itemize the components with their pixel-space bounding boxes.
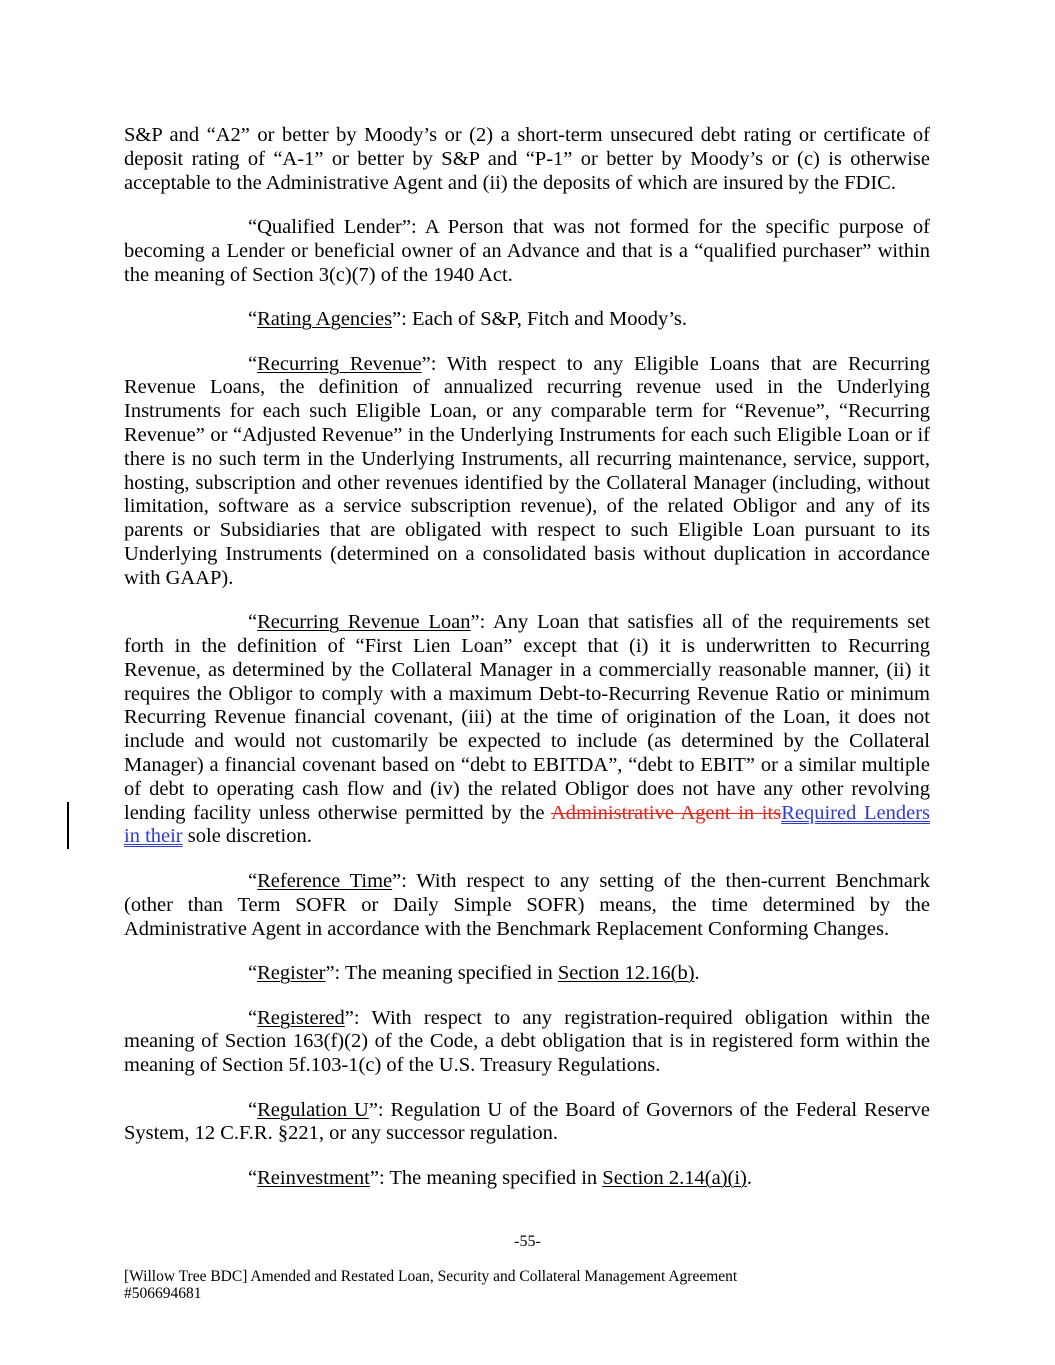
line-text: parents or Subsidiaries that are obligated with respect to such Eligible Loan pursuant to its (124, 519, 930, 542)
defined-term: Regulation U (257, 1098, 369, 1121)
definition-recurring-revenue (124, 353, 930, 591)
line-text: there is no such term in the Underlying Instruments, all recurring maintenance, service, support, (124, 447, 930, 470)
definition-qualified-lender (124, 216, 930, 287)
open-quote: “ (248, 1006, 258, 1029)
text-line (124, 825, 930, 849)
line-text: requires the Obligor to comply with a maximum Debt-to-Recurring Revenue Ratio or minimum (124, 682, 930, 705)
open-quote: “ (248, 308, 258, 331)
section-reference: Section 12.16(b) (557, 962, 695, 985)
line-text: lending facility unless otherwise permitted by the (124, 801, 551, 824)
line-text: the meaning of Section 3(c)(7) of the 1940 Act. (124, 263, 513, 286)
section-reference: Section 2.14(a)(i) (602, 1166, 747, 1189)
text-line (124, 894, 930, 918)
line-text: limitation, software as a service subscription revenue), of the related Obligor and any of its (124, 495, 930, 518)
open-quote: “ (248, 216, 258, 239)
line-text: becoming a Lender or beneficial owner of an Advance and that is a “qualified purchaser” within (124, 239, 930, 262)
deleted-text: Administrative Agent in its (550, 801, 782, 824)
footer-doc-id: #506694681 (124, 1285, 202, 1302)
text-line (124, 424, 930, 448)
text-line (124, 400, 930, 424)
line-text: ”: Any Loan that satisfies all of the requirements set (470, 611, 930, 634)
defined-term: Registered (257, 1006, 345, 1029)
text-line (124, 635, 930, 659)
open-quote: “ (248, 611, 258, 634)
open-quote: “ (248, 1098, 258, 1121)
definition-rating-agencies (124, 308, 930, 332)
open-quote: “ (248, 352, 258, 375)
text-line (124, 1030, 930, 1054)
line-text: (other than Term SOFR or Daily Simple SOFR) means, the time determined by the (124, 893, 930, 916)
text-line (124, 918, 930, 942)
text-line (124, 778, 930, 802)
line-text: Revenue” or “Adjusted Revenue” in the Underlying Instruments for each such Eligible Loan or if (124, 424, 930, 447)
defined-term: Recurring Revenue (257, 352, 422, 375)
text-line (124, 543, 930, 567)
text-line (124, 802, 930, 826)
text-line (124, 1007, 930, 1031)
text-line (124, 124, 930, 148)
text-line (124, 172, 930, 196)
definition-registered (124, 1007, 930, 1078)
defined-term: Reference Time (257, 869, 393, 892)
page-footer (124, 1268, 737, 1302)
line-text: meaning of Section 5f.103-1(c) of the U.S. Treasury Regulations. (124, 1054, 661, 1077)
open-quote: “ (248, 869, 258, 892)
paragraph-continuation (124, 124, 930, 195)
line-text: S&P and “A2” or better by Moody’s or (2) a short-term unsecured debt rating or certificate of (124, 124, 930, 146)
line-text: Administrative Agent in accordance with the Benchmark Replacement Conforming Changes. (124, 917, 890, 940)
line-text: . (694, 962, 700, 985)
line-text: ”: Regulation U of the Board of Governors of the Federal Reserve (368, 1098, 930, 1121)
defined-term: Recurring Revenue Loan (257, 611, 471, 634)
text-line (124, 1122, 930, 1146)
inserted-text: Required Lenders (781, 801, 931, 824)
change-bar (67, 802, 69, 826)
document-body (124, 124, 930, 1211)
defined-term: Reinvestment (257, 1166, 370, 1189)
defined-term: Qualified Lender (257, 216, 402, 239)
footer-title: [Willow Tree BDC] Amended and Restated Loan, Security and Collateral Management Agreement (124, 1268, 738, 1285)
line-text: deposit rating of “A-1” or better by S&P and “P-1” or better by Moody’s or (c) is otherwise (124, 147, 930, 170)
line-text: include and would not customarily be expected to include (as determined by the Collateral (124, 730, 930, 753)
text-line (124, 1167, 930, 1191)
inserted-text: in their (124, 825, 183, 848)
line-text: System, 12 C.F.R. §221, or any successor regulation. (124, 1122, 558, 1145)
line-text: ”: With respect to any Eligible Loans that are Recurring (421, 352, 931, 375)
line-text: Manager) a financial covenant based on “debt to EBITDA”, “debt to EBIT” or a similar multiple (124, 754, 930, 777)
text-line (124, 706, 930, 730)
text-line (124, 495, 930, 519)
text-line (124, 730, 930, 754)
line-text: meaning of Section 163(f)(2) of the Code, a debt obligation that is in registered form within the (124, 1030, 930, 1053)
page-number: -55- (514, 1233, 541, 1250)
line-text: ”: Each of S&P, Fitch and Moody’s. (392, 308, 688, 331)
text-line (124, 754, 930, 778)
line-text: ”: With respect to any setting of the then-current Benchmark (392, 869, 930, 892)
text-line (124, 1054, 930, 1078)
text-line (124, 1099, 930, 1123)
text-line (124, 148, 930, 172)
change-bar (67, 825, 69, 849)
line-text: Revenue Loans, the definition of annualized recurring revenue used in the Underlying (124, 376, 930, 399)
definition-recurring-revenue-loan (124, 611, 930, 849)
definition-reinvestment (124, 1167, 930, 1191)
line-text: ”: A Person that was not formed for the specific purpose of (401, 216, 930, 239)
line-text: ”: The meaning specified in (369, 1166, 603, 1189)
definition-register (124, 962, 930, 986)
line-text: of debt to operating cash flow and (iv) the related Obligor does not have any other revolving (124, 777, 930, 800)
line-text: Revenue, as determined by the Collateral Manager in a commercially reasonable manner, (ii) it (124, 658, 930, 681)
line-text: . (746, 1166, 753, 1189)
text-line (124, 308, 930, 332)
open-quote: “ (248, 1166, 258, 1189)
definition-reference-time (124, 870, 930, 941)
defined-term: Register (257, 962, 326, 985)
line-text: sole discretion. (182, 825, 312, 848)
text-line (124, 448, 930, 472)
text-line (124, 472, 930, 496)
text-line (124, 659, 930, 683)
text-line (124, 611, 930, 635)
text-line (124, 962, 930, 986)
line-text: forth in the definition of “First Lien Loan” except that (i) it is underwritten to Recurring (124, 635, 930, 658)
line-text: Instruments for each such Eligible Loan, or any comparable term for “Revenue”, “Recurring (124, 400, 930, 423)
line-text: Recurring Revenue financial covenant, (iii) at the time of origination of the Loan, it does not (124, 706, 930, 729)
definition-regulation-u (124, 1099, 930, 1147)
line-text: ”: With respect to any registration-required obligation within the (344, 1006, 930, 1029)
text-line (124, 353, 930, 377)
text-line (124, 683, 930, 707)
defined-term: Rating Agencies (257, 308, 393, 331)
text-line (124, 240, 930, 264)
text-line (124, 264, 930, 288)
line-text: Underlying Instruments (determined on a consolidated basis without duplication in accordance (124, 543, 930, 566)
line-text: acceptable to the Administrative Agent and (ii) the deposits of which are insured by the FDIC. (124, 171, 896, 194)
line-text: ”: The meaning specified in (325, 962, 558, 985)
text-line (124, 376, 930, 400)
text-line (124, 216, 930, 240)
text-line (124, 870, 930, 894)
open-quote: “ (248, 962, 258, 985)
line-text: with GAAP). (124, 566, 234, 589)
text-line (124, 519, 930, 543)
text-line (124, 567, 930, 591)
line-text: hosting, subscription and other revenues identified by the Collateral Manager (including, without (124, 471, 930, 494)
